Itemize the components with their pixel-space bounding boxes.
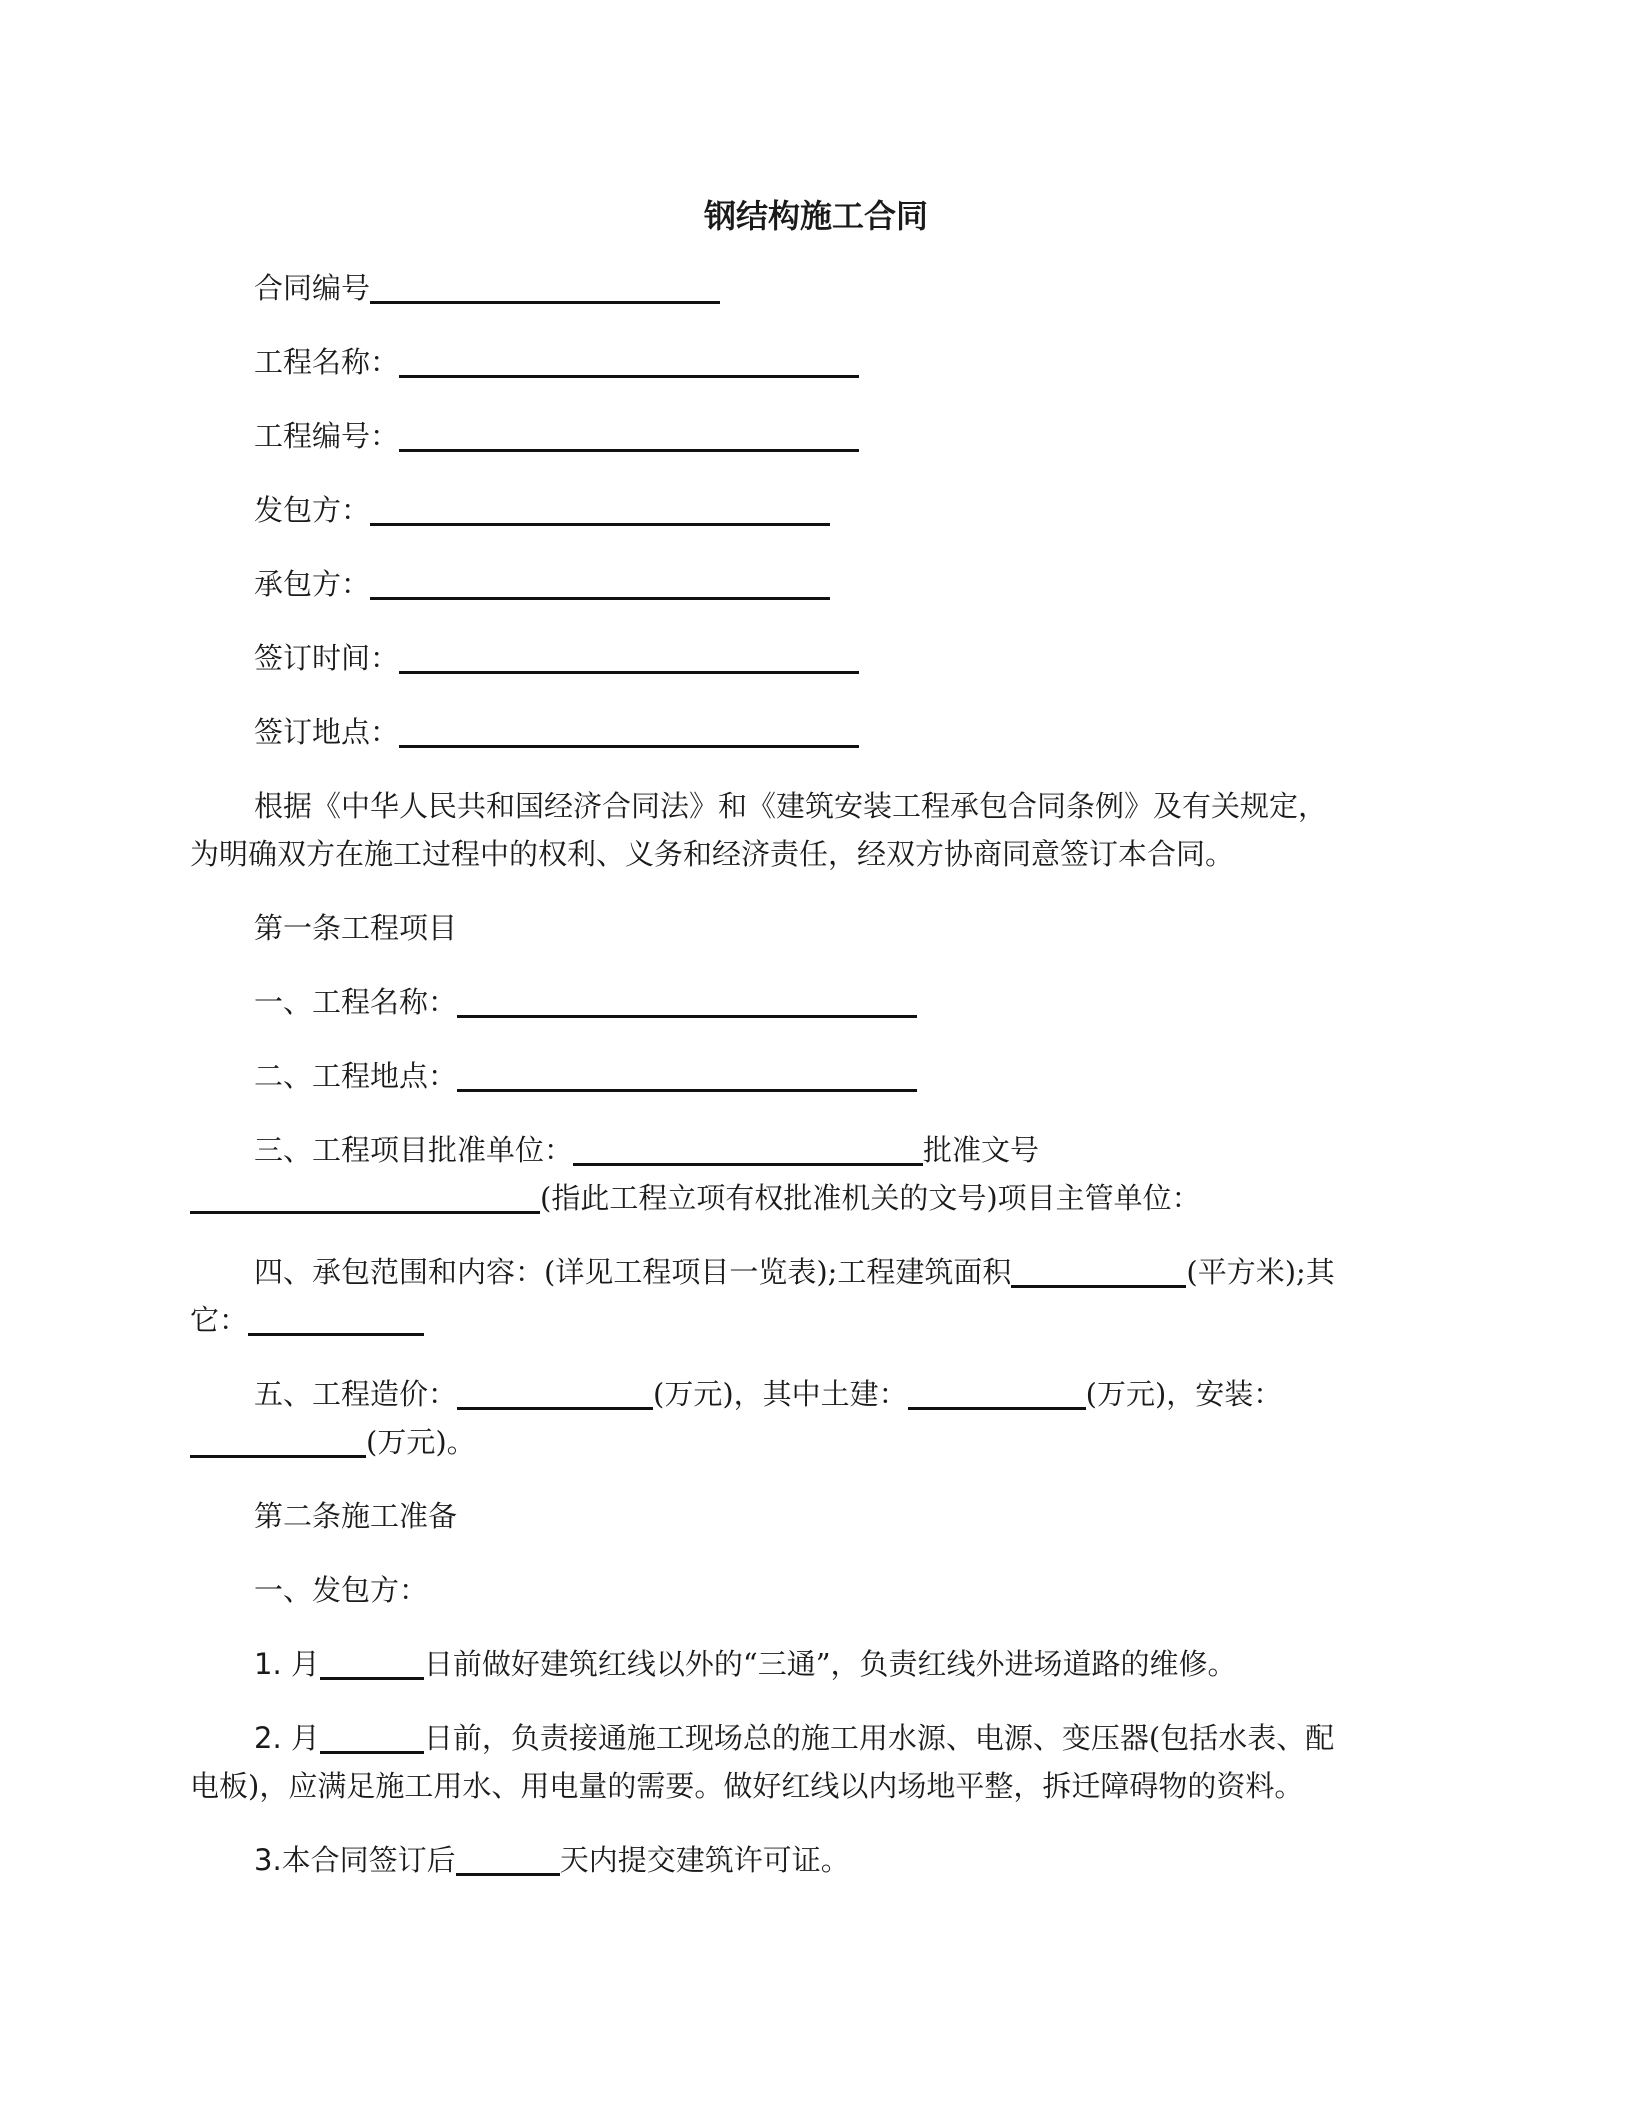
field-label: 工程名称： [254, 345, 400, 379]
article-2-paragraph-2-line-2: 电板)，应满足施工用水、用电量的需要。做好红线以内场地平整，拆迁障碍物的资料。 [190, 1769, 1304, 1803]
blank-line[interactable] [370, 489, 830, 526]
article-1-item-4 [254, 1248, 1335, 1296]
blank-line[interactable] [248, 1299, 424, 1336]
item-label: 二、工程地点： [254, 1059, 458, 1093]
article-2-sub-1: 一、发包方： [254, 1573, 429, 1607]
blank-line[interactable] [320, 1643, 424, 1680]
paragraph-number: 3. [254, 1843, 282, 1877]
paragraph-number: 1. [254, 1647, 282, 1681]
document-title: 钢结构施工合同 [703, 197, 928, 235]
intro-line-1: 根据《中华人民共和国经济合同法》和《建筑安装工程承包合同条例》及有关规定， [254, 789, 1328, 823]
blank-line[interactable] [190, 1421, 366, 1458]
article-1-item-2 [254, 1052, 917, 1100]
paragraph-text: 本合同签订后 [281, 1843, 456, 1877]
item-text: (指此工程立项有权批准机关的文号)项目主管单位： [540, 1181, 1201, 1215]
blank-line[interactable] [190, 1177, 540, 1214]
item-label: 三、工程项目批准单位： [254, 1133, 574, 1167]
item-text: 批准文号 [923, 1133, 1040, 1167]
article-1-item-3 [254, 1126, 1039, 1174]
field-contract-number [254, 264, 720, 312]
article-1-item-1 [254, 978, 917, 1026]
paragraph-number: 2. [254, 1721, 282, 1755]
item-label: 四、承包范围和内容：(详见工程项目一览表);工程建筑面积 [254, 1255, 1012, 1289]
field-project-number [254, 412, 859, 460]
blank-line[interactable] [320, 1717, 424, 1754]
item-text: (万元)，其中土建： [653, 1377, 908, 1411]
blank-line[interactable] [457, 1055, 917, 1092]
field-employer [254, 486, 830, 534]
blank-line[interactable] [370, 563, 830, 600]
blank-line[interactable] [1011, 1251, 1186, 1288]
field-label: 工程编号： [254, 419, 400, 453]
field-signing-place [254, 708, 859, 756]
article-2-heading: 第二条施工准备 [254, 1499, 458, 1533]
item-text: (平方米);其 [1186, 1255, 1335, 1289]
field-label: 签订地点： [254, 715, 400, 749]
blank-line[interactable] [399, 415, 859, 452]
field-label: 合同编号 [254, 271, 371, 305]
paragraph-text: 日前，负责接通施工现场总的施工用水源、电源、变压器(包括水表、配 [423, 1721, 1335, 1755]
item-label: 五、工程造价： [254, 1377, 458, 1411]
article-2-paragraph-2 [254, 1714, 1334, 1762]
field-label: 承包方： [254, 567, 371, 601]
blank-line[interactable] [399, 637, 859, 674]
article-1-item-4-line-2 [190, 1296, 424, 1344]
field-signing-time [254, 634, 859, 682]
blank-line[interactable] [908, 1373, 1086, 1410]
article-2-paragraph-3 [254, 1836, 850, 1884]
item-text: 它： [190, 1303, 249, 1337]
item-text: (万元)，安装： [1085, 1377, 1283, 1411]
blank-line[interactable] [573, 1129, 923, 1166]
field-contractor [254, 560, 830, 608]
paragraph-text: 天内提交建筑许可证。 [559, 1843, 850, 1877]
field-project-name [254, 338, 859, 386]
article-1-item-5-line-2 [190, 1418, 476, 1466]
blank-line[interactable] [399, 711, 859, 748]
blank-line[interactable] [457, 981, 917, 1018]
item-label: 一、工程名称： [254, 985, 458, 1019]
blank-line[interactable] [370, 267, 720, 304]
field-label: 签订时间： [254, 641, 400, 675]
blank-line[interactable] [456, 1839, 560, 1876]
field-label: 发包方： [254, 493, 371, 527]
article-2-paragraph-1 [254, 1640, 1237, 1688]
paragraph-text: 日前做好建筑红线以外的“三通”，负责红线外进场道路的维修。 [423, 1647, 1237, 1681]
article-1-item-5 [254, 1370, 1282, 1418]
blank-line[interactable] [457, 1373, 653, 1410]
article-1-item-3-line-2 [190, 1174, 1201, 1222]
article-1-heading: 第一条工程项目 [254, 911, 458, 945]
intro-line-2: 为明确双方在施工过程中的权利、义务和经济责任，经双方协商同意签订本合同。 [190, 837, 1235, 871]
paragraph-text: 月 [290, 1647, 320, 1681]
item-text: (万元)。 [366, 1425, 476, 1459]
paragraph-text: 月 [290, 1721, 320, 1755]
blank-line[interactable] [399, 341, 859, 378]
